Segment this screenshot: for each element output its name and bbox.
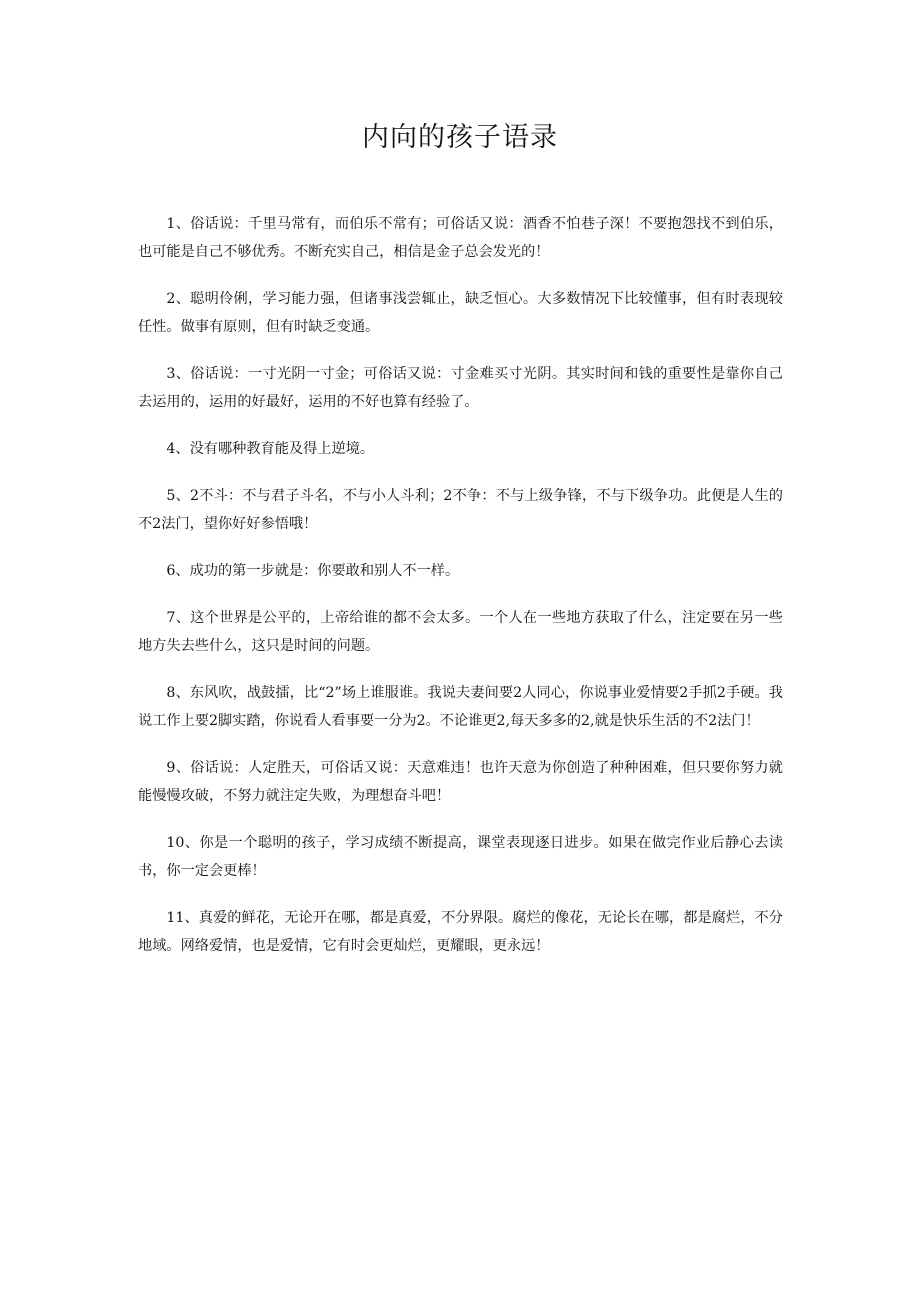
quote-paragraph-6: 6、成功的第一步就是：你要敢和别人不一样。 [166,563,460,579]
quote-paragraph-1: 1、俗话说：千里马常有，而伯乐不常有；可俗话又说：酒香不怕巷子深！不要抱怨找不到伯乐，也可能是自己不够优秀。不断充实自己，相信是金子总会发光的！ [138,216,783,260]
quote-paragraph-10: 10、你是一个聪明的孩子，学习成绩不断提高，课堂表现逐日进步。如果在做完作业后静心去读书，你一定会更棒！ [138,835,783,879]
quote-paragraph-9: 9、俗话说：人定胜天，可俗话又说：天意难违！也许天意为你创造了种种困难，但只要你努力就能慢慢攻破，不努力就注定失败，为理想奋斗吧！ [138,760,783,804]
quote-paragraph-5: 5、2不斗：不与君子斗名，不与小人斗利；2不争：不与上级争锋，不与下级争功。此便是人生的不2法门，望你好好参悟哦！ [138,488,783,532]
quote-paragraph-3: 3、俗话说：一寸光阴一寸金；可俗话又说：寸金难买寸光阴。其实时间和钱的重要性是靠你自己去运用的，运用的好最好，运用的不好也算有经验了。 [138,366,783,410]
quote-paragraph-2: 2、聪明伶俐，学习能力强，但诸事浅尝辄止，缺乏恒心。大多数情况下比较懂事，但有时表现较任性。做事有原则，但有时缺乏变通。 [138,291,783,335]
quote-paragraph-4: 4、没有哪种教育能及得上逆境。 [166,441,375,457]
quote-paragraph-7: 7、这个世界是公平的，上帝给谁的都不会太多。一个人在一些地方获取了什么，注定要在另一些地方失去些什么，这只是时间的问题。 [138,610,783,654]
document-title: 内向的孩子语录 [362,122,558,153]
document-body [138,210,783,979]
quote-paragraph-11: 11、真爱的鲜花，无论开在哪，都是真爱，不分界限。腐烂的像花，无论长在哪，都是腐烂，不分地域。网络爱情，也是爱情，它有时会更灿烂，更耀眼，更永远！ [138,910,783,954]
quote-paragraph-8: 8、东风吹，战鼓擂，比“2”场上谁服谁。我说夫妻间要2人同心，你说事业爱情要2手抓2手硬。我说工作上要2脚实踏，你说看人看事要一分为2。不论谁更2,每天多多的2,就是快乐生活的不2法门！ [138,685,783,729]
